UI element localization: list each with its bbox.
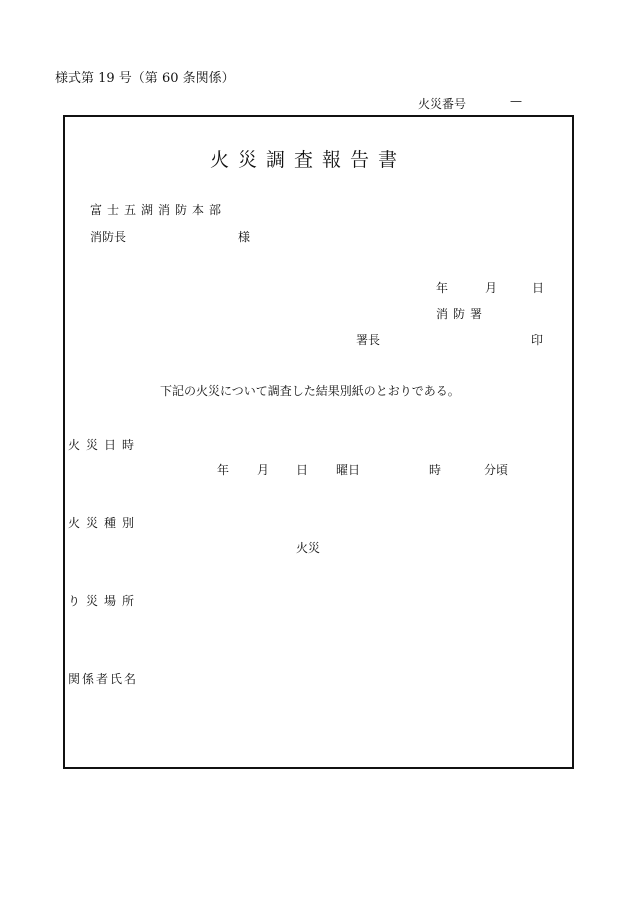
addressee-honorific: 様 — [238, 230, 251, 244]
fire-datetime-day-unit: 日 — [296, 463, 309, 477]
fire-datetime-year-unit: 年 — [217, 463, 230, 477]
fire-datetime-hour-unit: 時 — [429, 463, 442, 477]
statement-text: 下記の火災について調査した結果別紙のとおりである。 — [160, 384, 460, 398]
fire-datetime-month-unit: 月 — [257, 463, 270, 477]
form-title: 火災調査報告書 — [210, 149, 407, 171]
form-number: 様式第 19 号（第 60 条関係） — [55, 71, 235, 86]
persons-label: 関係者氏名 — [68, 672, 139, 686]
location-label: り災場所 — [68, 594, 141, 608]
fire-number-dash: — — [510, 94, 522, 108]
fire-datetime-minute-unit: 分頃 — [484, 463, 509, 477]
sender-chief-label: 署長 — [356, 333, 381, 347]
seal-mark: 印 — [531, 333, 544, 347]
fire-number-label: 火災番号 — [418, 97, 467, 111]
sender-station: 消防署 — [436, 307, 488, 321]
addressee-org: 富士五湖消防本部 — [90, 203, 227, 217]
fire-datetime-label: 火災日時 — [68, 438, 141, 452]
fire-datetime-weekday-unit: 曜日 — [336, 463, 361, 477]
fire-type-suffix: 火災 — [296, 541, 321, 555]
date-day-unit: 日 — [532, 281, 545, 295]
date-month-unit: 月 — [485, 281, 498, 295]
addressee-chief-label: 消防長 — [90, 230, 127, 244]
date-year-unit: 年 — [436, 281, 449, 295]
fire-type-label: 火災種別 — [68, 516, 141, 530]
